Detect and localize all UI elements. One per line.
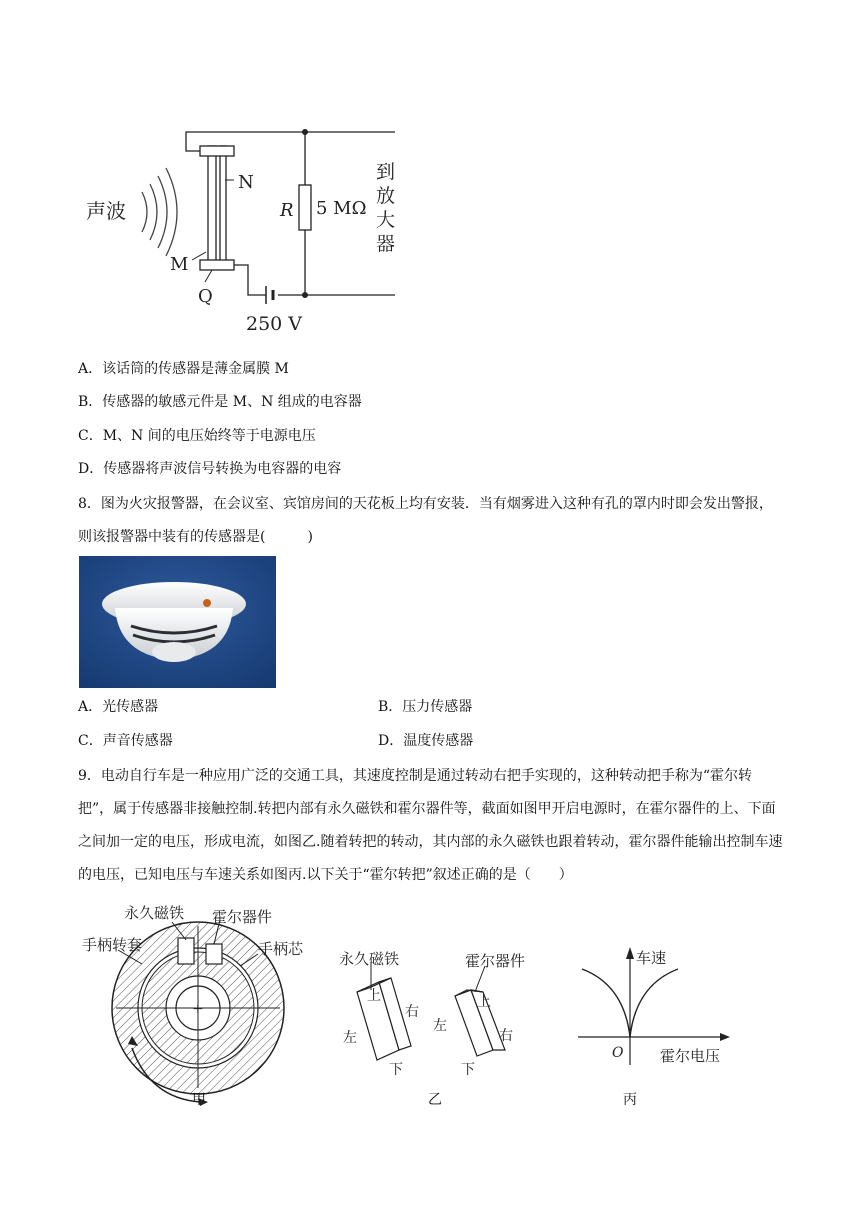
q7-option-d: D．传感器将声波信号转换为电容器的电容 [78, 461, 342, 477]
label-right-2: 右 [499, 1028, 513, 1044]
label-amp-3: 大 [376, 209, 396, 231]
figure-jia-cross-section [80, 898, 320, 1113]
label-hall-jia: 霍尔器件 [212, 908, 273, 926]
label-Q: Q [198, 286, 213, 307]
label-sound-wave: 声波 [86, 199, 126, 223]
label-left-1: 左 [343, 1030, 357, 1046]
q7-option-c: C．M、N 间的电压始终等于电源电压 [78, 428, 316, 444]
q8-option-c: C．声音传感器 [78, 733, 173, 749]
label-magnet-yi: 永久磁铁 [339, 950, 400, 968]
sound-wave-arcs [142, 168, 177, 256]
q9-stem: 9．电动自行车是一种应用广泛的交通工具，其速度控制是通过转动右把手实现的，这种转动把手称为“霍尔转把”，属于传感器非接触控制.转把内部有永久磁铁和霍尔器件等，截面如图甲开启电源时，在霍尔器件的上、下面之间加一定的电压，形成电流，如图乙.随着转把的转动，其内部的永久磁铁也跟着转动，霍尔器件能输出控制车速的电压，已知电压与车速关系如图丙.以下关于“霍尔转把”叙述正确的是（ ） [78, 768, 783, 883]
q8-stem: 8．图为火灾报警器，在会议室、宾馆房间的天花板上均有安装．当有烟雾进入这种有孔的罩内时即会发出警报，则该报警器中装有的传感器是( ) [78, 496, 773, 545]
microphone-circuit-figure [80, 120, 410, 340]
caption-yi: 乙 [428, 1092, 442, 1108]
smoke-detector-photo [79, 556, 276, 688]
label-amp-1: 到 [376, 161, 396, 183]
label-origin: O [612, 1045, 624, 1061]
label-core-jia: 手柄芯 [258, 940, 304, 958]
label-left-2: 左 [433, 1018, 447, 1034]
label-bottom-1: 下 [389, 1062, 403, 1078]
label-N: N [238, 172, 254, 193]
q7-option-a: A．该话筒的传感器是薄金属膜 M [78, 361, 289, 377]
svg-text:+: + [192, 1001, 204, 1017]
label-sleeve-jia: 手柄转套 [82, 936, 143, 954]
label-M: M [170, 254, 189, 275]
label-hall-yi: 霍尔器件 [465, 952, 526, 970]
q7-option-b: B．传感器的敏感元件是 M、N 组成的电容器 [78, 394, 362, 410]
label-hall-voltage: 霍尔电压 [660, 1047, 721, 1065]
label-speed: 车速 [636, 949, 667, 967]
q8-option-b: B．压力传感器 [378, 699, 473, 715]
label-resistance: 5 MΩ [316, 198, 367, 219]
label-right-1: 右 [405, 1004, 419, 1020]
figure-yi-hall-device [335, 950, 560, 1080]
label-top-2: 上 [477, 994, 491, 1010]
label-magnet-jia: 永久磁铁 [124, 904, 185, 922]
label-amp-4: 器 [376, 233, 396, 255]
label-amp-2: 放 [376, 185, 396, 207]
caption-jia: 甲 [192, 1092, 206, 1108]
figure-bing-graph [570, 945, 750, 1075]
label-voltage: 250 V [246, 313, 303, 335]
q8-option-d: D．温度传感器 [378, 733, 474, 749]
label-bottom-2: 下 [461, 1062, 475, 1078]
q8-option-a: A．光传感器 [78, 699, 159, 715]
label-R: R [280, 200, 294, 221]
label-top-1: 上 [367, 988, 381, 1004]
caption-bing: 丙 [623, 1092, 637, 1108]
